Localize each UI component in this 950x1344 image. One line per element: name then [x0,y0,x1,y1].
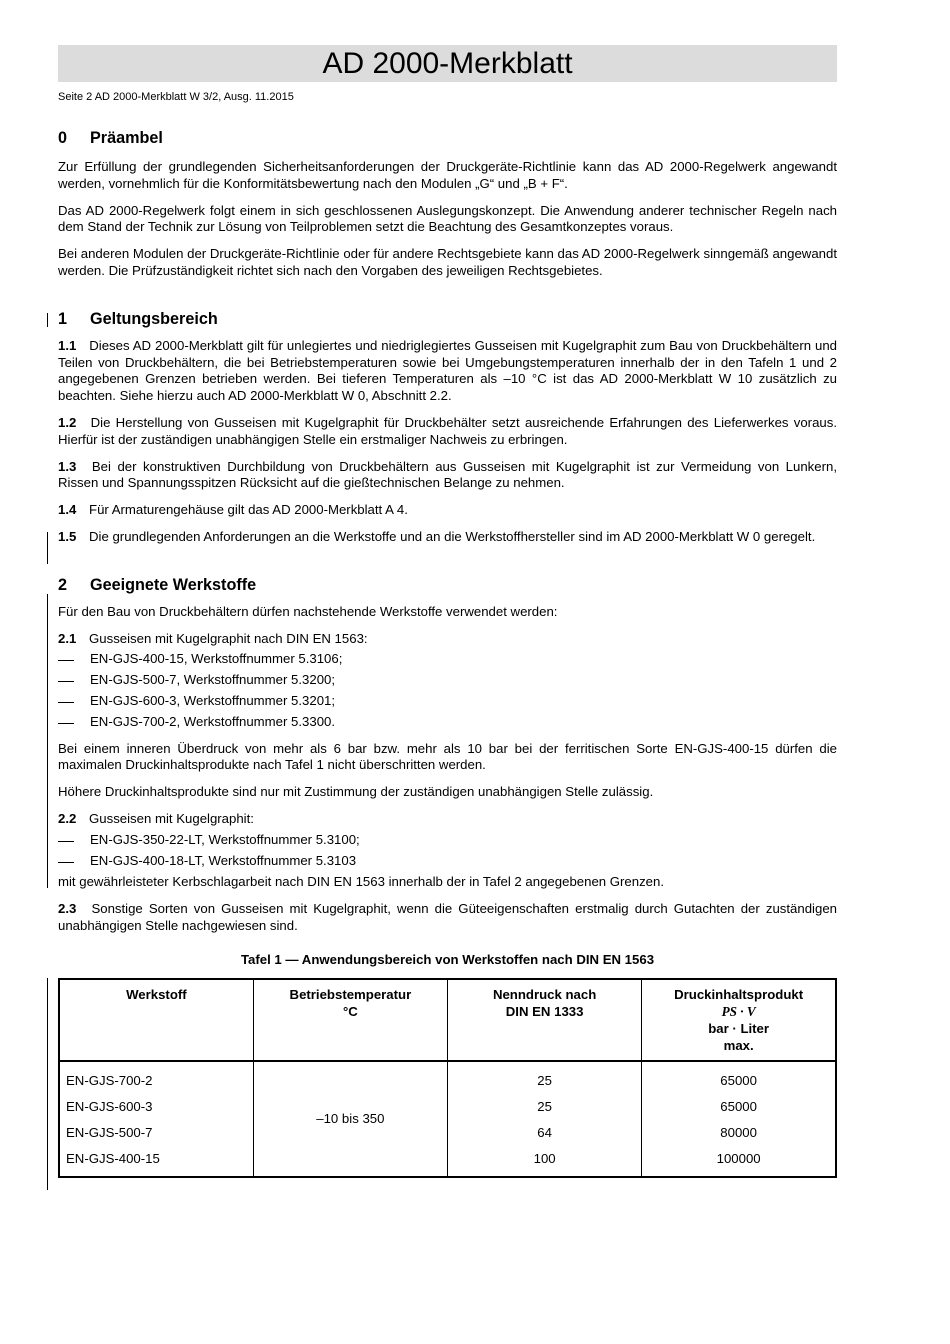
paragraph-1-5: 1.5 Die grundlegenden Anforderungen an die Werkstoffe und an die Werkstoffhersteller sind im AD 2000-Merkblatt W 0 geregelt. [58,528,816,544]
paragraph-1-3: 1.3 Bei der konstruktiven Durchbildung von Druckbehältern aus Gusseisen mit Kugelgraphit ist zur Vermeidung von Lunkern, Rissen und Spannungsspitzen Rücksicht auf die gießtechnischen Belange zu nehmen. [58,458,837,491]
table-caption: Tafel 1 — Anwendungsbereich von Werkstoffen nach DIN EN 1563 [240,951,655,967]
change-bar [47,978,48,1190]
list-item: EN-GJS-600-3, Werkstoffnummer 5.3201; [58,693,837,710]
table-header-row [59,979,836,1061]
table-row [59,1120,836,1146]
change-bar [47,594,48,888]
cell-product: 100000 [642,1146,836,1177]
list-item: EN-GJS-500-7, Werkstoffnummer 5.3200; [58,672,837,689]
cell-pressure: 25 [448,1061,642,1094]
paragraph: Bei einem inneren Überdruck von mehr als 6 bar bzw. mehr als 10 bar bei der ferritischen Sorte EN-GJS-400-15 dürfen die maximalen Druckinhaltsprodukte nach Tafel 1 nicht überschritten werden. [58,740,837,773]
page-header-line: Seite 2 AD 2000-Merkblatt W 3/2, Ausg. 11.2015 [58,91,294,103]
change-bar [47,313,48,327]
section-heading-2: 2 Geeignete Werkstoffe [58,575,257,594]
dash-icon [58,660,74,661]
column-header-pressure: Nenndruck nach DIN EN 1333 [448,979,642,1061]
cell-temperature: –10 bis 350 [253,1061,447,1177]
cell-material: EN-GJS-700-2 [59,1061,253,1094]
paragraph-1-1: 1.1 Dieses AD 2000-Merkblatt gilt für unlegiertes und niedriglegiertes Gusseisen mit Kugelgraphit zum Bau von Druckbehältern und Teilen von Druckbehältern, die bei Betriebstemperaturen sowie bei Umgebungstemperaturen innerhalb der in den Tafeln 1 und 2 angegebenen Grenzen betrieben werden. Bei tieferen Temperaturen als –10 °C ist das AD 2000-Merkblatt W 10 zusätzlich zu beachten. Siehe hierzu auch AD 2000-Merkblatt W 0, Abschnitt 2.2. [58,337,837,404]
paragraph: Bei anderen Modulen der Druckgeräte-Richtlinie oder für andere Rechtsgebiete kann das AD 2000-Regelwerk sinngemäß angewandt werden. Die Prüfzuständigkeit richtet sich nach den Vorgaben des jeweiligen Rechtsgebietes. [58,246,837,278]
table-row [59,1061,836,1094]
dash-icon [58,862,74,863]
paragraph: Höhere Druckinhaltsprodukte sind nur mit Zustimmung der zuständigen unabhängigen Stelle zulässig. [58,784,654,800]
column-header-temperature: Betriebstemperatur °C [253,979,447,1061]
document-title: AD 2000-Merkblatt [58,45,837,82]
material-list-2-1 [58,651,837,730]
paragraph-2-2: 2.2 Gusseisen mit Kugelgraphit: [58,810,254,826]
list-item: EN-GJS-400-15, Werkstoffnummer 5.3106; [58,651,837,668]
table-row [59,1146,836,1177]
paragraph: Das AD 2000-Regelwerk folgt einem in sich geschlossenen Auslegungskonzept. Die Anwendung anderer technischer Regeln nach dem Stand der Technik zur Lösung von Teilproblemen setzt die Beachtung des Gesamtkonzeptes voraus. [58,202,837,235]
materials-table [58,978,837,1178]
table-row [59,1094,836,1120]
cell-product: 65000 [642,1094,836,1120]
dash-icon [58,702,74,703]
paragraph-2-3: 2.3 Sonstige Sorten von Gusseisen mit Kugelgraphit, wenn die Güteeigenschaften erstmalig durch Gutachten der zuständigen unabhängigen Stelle nachgewiesen sind. [58,901,837,933]
material-list-2-2 [58,832,837,870]
paragraph: Zur Erfüllung der grundlegenden Sicherheitsanforderungen der Druckgeräte-Richtlinie kann das AD 2000-Regelwerk angewandt werden, vornehmlich für die Konformitätsbewertung nach den Modulen „G“ und „B + F“. [58,159,837,191]
dash-icon [58,841,74,842]
section-heading-0: 0 Präambel [58,129,163,147]
list-item: EN-GJS-350-22-LT, Werkstoffnummer 5.3100; [58,832,837,849]
cell-pressure: 25 [448,1094,642,1120]
paragraph-1-2: 1.2 Die Herstellung von Gusseisen mit Kugelgraphit für Druckbehälter setzt ausreichende Erfahrungen des Lieferwerkes voraus. Hierfür ist der zuständigen unabhängigen Stelle ein erstmaliger Nachweis zu erbringen. [58,414,837,447]
section-heading-1: 1 Geltungsbereich [58,309,218,328]
paragraph-2-1: 2.1 Gusseisen mit Kugelgraphit nach DIN EN 1563: [58,630,368,646]
cell-material: EN-GJS-500-7 [59,1120,253,1146]
list-item: EN-GJS-700-2, Werkstoffnummer 5.3300. [58,714,837,731]
column-header-material: Werkstoff [59,979,253,1061]
paragraph-1-4: 1.4 Für Armaturengehäuse gilt das AD 2000-Merkblatt A 4. [58,502,408,518]
cell-product: 80000 [642,1120,836,1146]
list-item: EN-GJS-400-18-LT, Werkstoffnummer 5.3103 [58,853,837,870]
cell-material: EN-GJS-400-15 [59,1146,253,1177]
cell-pressure: 100 [448,1146,642,1177]
paragraph: Für den Bau von Druckbehältern dürfen nachstehende Werkstoffe verwendet werden: [58,603,558,619]
cell-pressure: 64 [448,1120,642,1146]
column-header-product: Druckinhaltsprodukt PS · V bar · Liter max. [642,979,836,1061]
cell-material: EN-GJS-600-3 [59,1094,253,1120]
cell-product: 65000 [642,1061,836,1094]
dash-icon [58,723,74,724]
change-bar [47,532,48,564]
dash-icon [58,681,74,682]
paragraph: mit gewährleisteter Kerbschlagarbeit nach DIN EN 1563 innerhalb der in Tafel 2 angegebenen Grenzen. [58,874,665,890]
document-body [58,128,837,1178]
